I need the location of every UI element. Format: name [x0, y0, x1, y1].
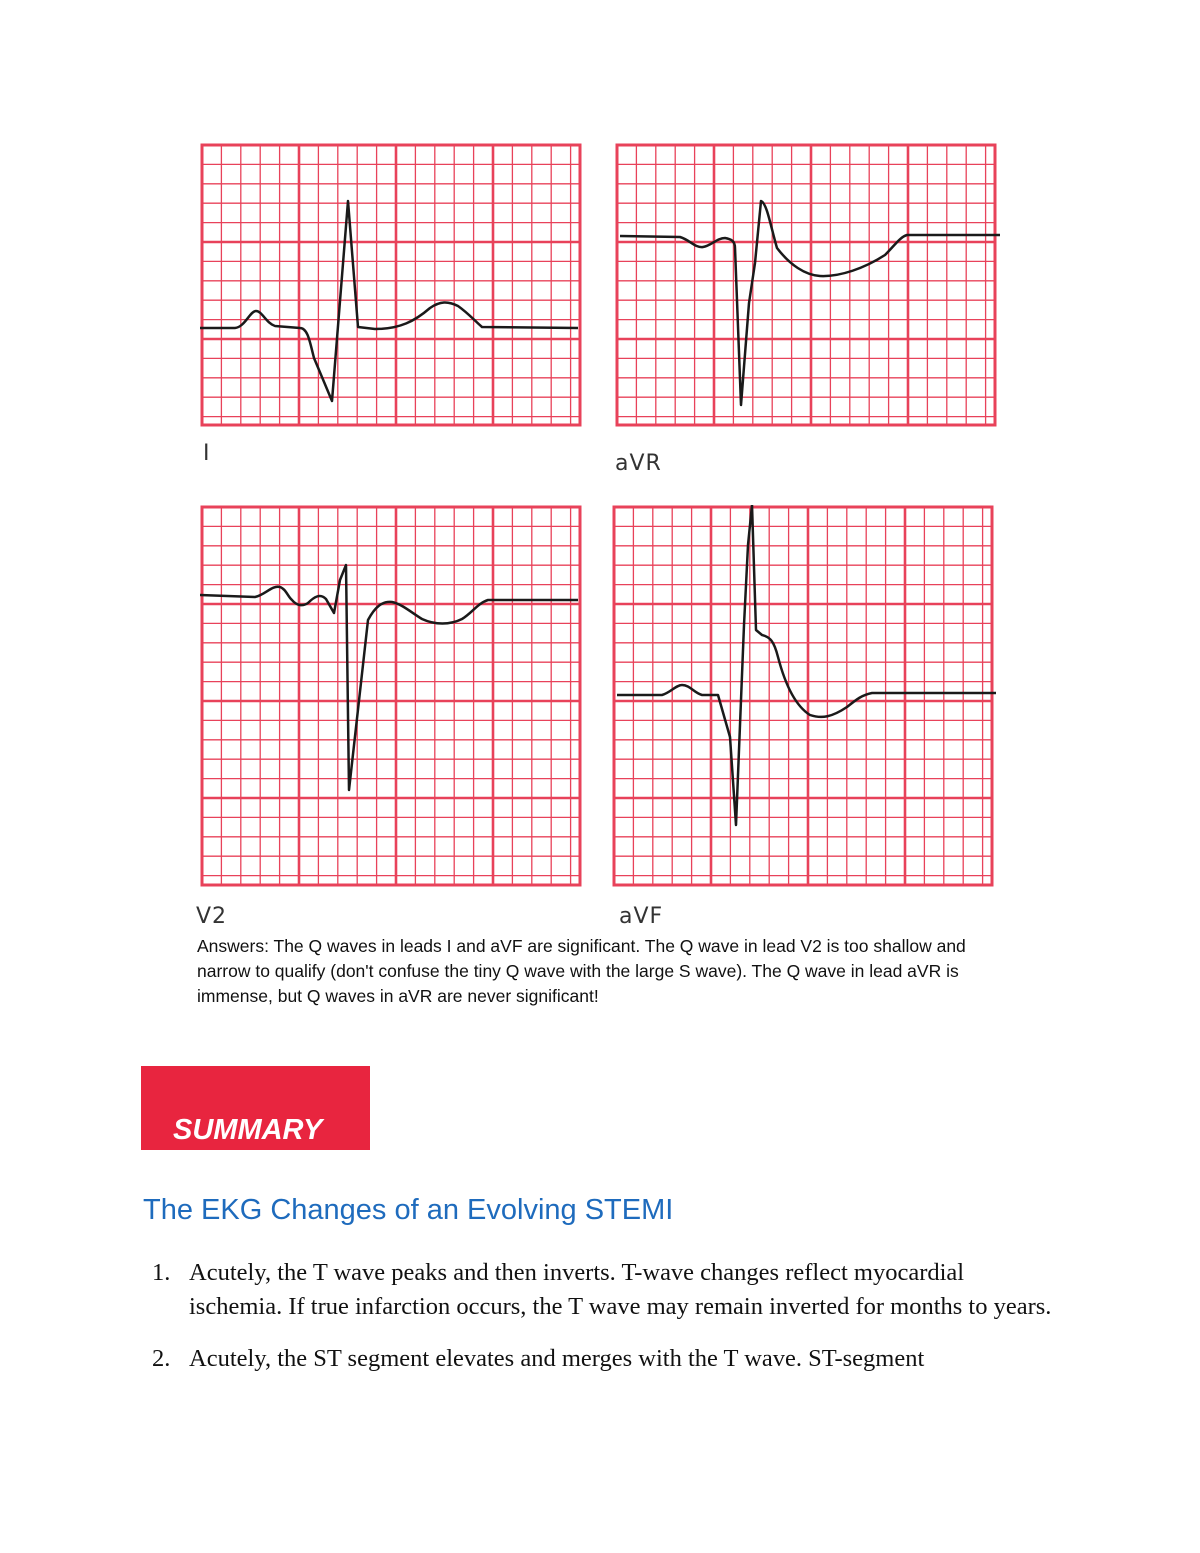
ekg-strip-lead-avf — [612, 505, 1002, 895]
answers-text: The Q waves in leads I and aVF are significant. The Q wave in lead V2 is too shallow and narrow to qualify (don't confuse the tiny Q wave with the large S wave). The Q wave in lead aVR is immense, but Q waves in aVR are never significant! — [197, 936, 966, 1006]
lead-label-avr: aVR — [615, 451, 662, 476]
lead-label-i: I — [203, 441, 211, 466]
ekg-grid — [614, 507, 992, 885]
ekg-grid — [202, 145, 580, 425]
summary-badge-text: SUMMARY — [173, 1114, 323, 1146]
section-heading: The EKG Changes of an Evolving STEMI — [143, 1194, 674, 1226]
answers-label: Answers: — [197, 936, 269, 956]
ekg-strip-lead-avr — [615, 143, 1005, 435]
list-item — [152, 1342, 1059, 1376]
list-item-number: 2. — [152, 1345, 171, 1372]
ekg-strip-lead-i — [200, 143, 590, 435]
list-item-text: Acutely, the ST segment elevates and merges with the T wave. ST-segment — [189, 1345, 925, 1372]
summary-list — [152, 1256, 1059, 1394]
list-item-number: 1. — [152, 1259, 171, 1286]
answers-paragraph — [197, 934, 997, 1009]
list-item — [152, 1256, 1059, 1324]
ekg-panel-lead-avr — [615, 143, 1005, 435]
ekg-strip-lead-v2 — [200, 505, 590, 895]
ekg-panel-lead-avf — [612, 505, 1002, 895]
lead-label-avf: aVF — [619, 904, 664, 929]
summary-badge — [141, 1066, 370, 1150]
ekg-grid — [202, 507, 580, 885]
lead-label-v2: V2 — [196, 904, 228, 929]
ekg-grid — [617, 145, 995, 425]
ekg-panel-lead-v2 — [200, 505, 590, 895]
ekg-panel-lead-i — [200, 143, 590, 435]
list-item-text: Acutely, the T wave peaks and then inverts. T-wave changes reflect myocardial ischemia. If true infarction occurs, the T wave may remain inverted for months to years. — [189, 1259, 1052, 1320]
